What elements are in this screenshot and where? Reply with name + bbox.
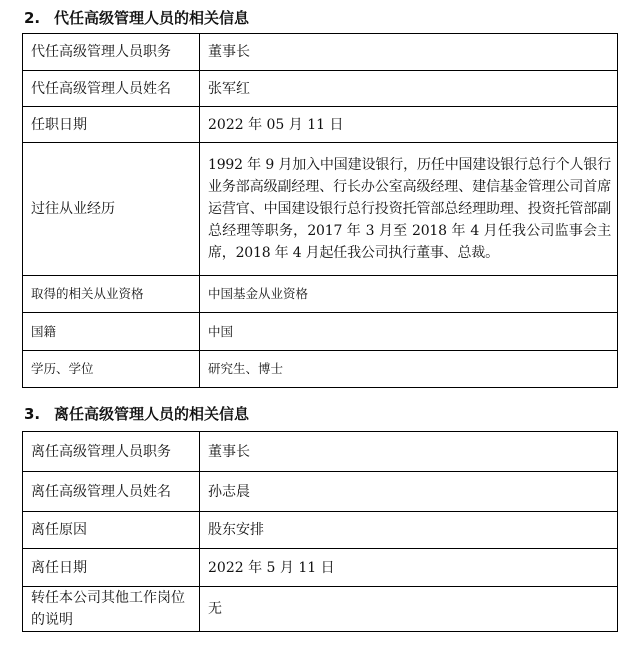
section-2-heading [24,8,249,28]
departure-date-label: 离任日期 [23,549,200,587]
table-row [23,313,618,351]
section-3-heading [24,404,249,424]
transfer-note-value: 无 [200,587,618,632]
section-3-title: 离任高级管理人员的相关信息 [54,405,250,423]
education-label: 学历、学位 [23,351,200,388]
table-row [23,107,618,143]
departure-reason-label: 离任原因 [23,512,200,549]
table-row [23,512,618,549]
departing-executive-table [22,431,618,632]
acting-name-label: 代任高级管理人员姓名 [23,71,200,107]
transfer-note-label: 转任本公司其他工作岗位的说明 [23,587,200,632]
section-3-number: 3. [24,405,41,423]
table-row [23,472,618,512]
appointment-date-label: 任职日期 [23,107,200,143]
nationality-label: 国籍 [23,313,200,351]
appointment-date-value: 2022 年 05 月 11 日 [200,107,618,143]
acting-executive-table [22,33,618,388]
work-experience-label: 过往从业经历 [23,143,200,276]
departing-position-value: 董事长 [200,432,618,472]
nationality-value: 中国 [200,313,618,351]
qualification-label: 取得的相关从业资格 [23,276,200,313]
table-row [23,587,618,632]
table-row [23,351,618,388]
departure-reason-value: 股东安排 [200,512,618,549]
departure-date-value: 2022 年 5 月 11 日 [200,549,618,587]
departing-name-label: 离任高级管理人员姓名 [23,472,200,512]
acting-position-label: 代任高级管理人员职务 [23,34,200,71]
table-row [23,432,618,472]
table-row [23,71,618,107]
education-value: 研究生、博士 [200,351,618,388]
table-row [23,276,618,313]
table-row [23,143,618,276]
section-2-title: 代任高级管理人员的相关信息 [54,9,250,27]
departing-position-label: 离任高级管理人员职务 [23,432,200,472]
acting-name-value: 张军红 [200,71,618,107]
qualification-value: 中国基金从业资格 [200,276,618,313]
departing-name-value: 孙志晨 [200,472,618,512]
section-2-number: 2. [24,9,41,27]
acting-position-value: 董事长 [200,34,618,71]
table-row [23,549,618,587]
work-experience-value: 1992 年 9 月加入中国建设银行，历任中国建设银行总行个人银行业务部高级副经理、行长办公室高级经理、建信基金管理公司首席运营官、中国建设银行总行投资托管部总经理助理、投资托管部副总经理等职务，2017 年 3 月至 2018 年 4 月任我公司监事会主席，2018 年 4 月起任我公司执行董事、总裁。 [200,143,618,276]
table-row [23,34,618,71]
